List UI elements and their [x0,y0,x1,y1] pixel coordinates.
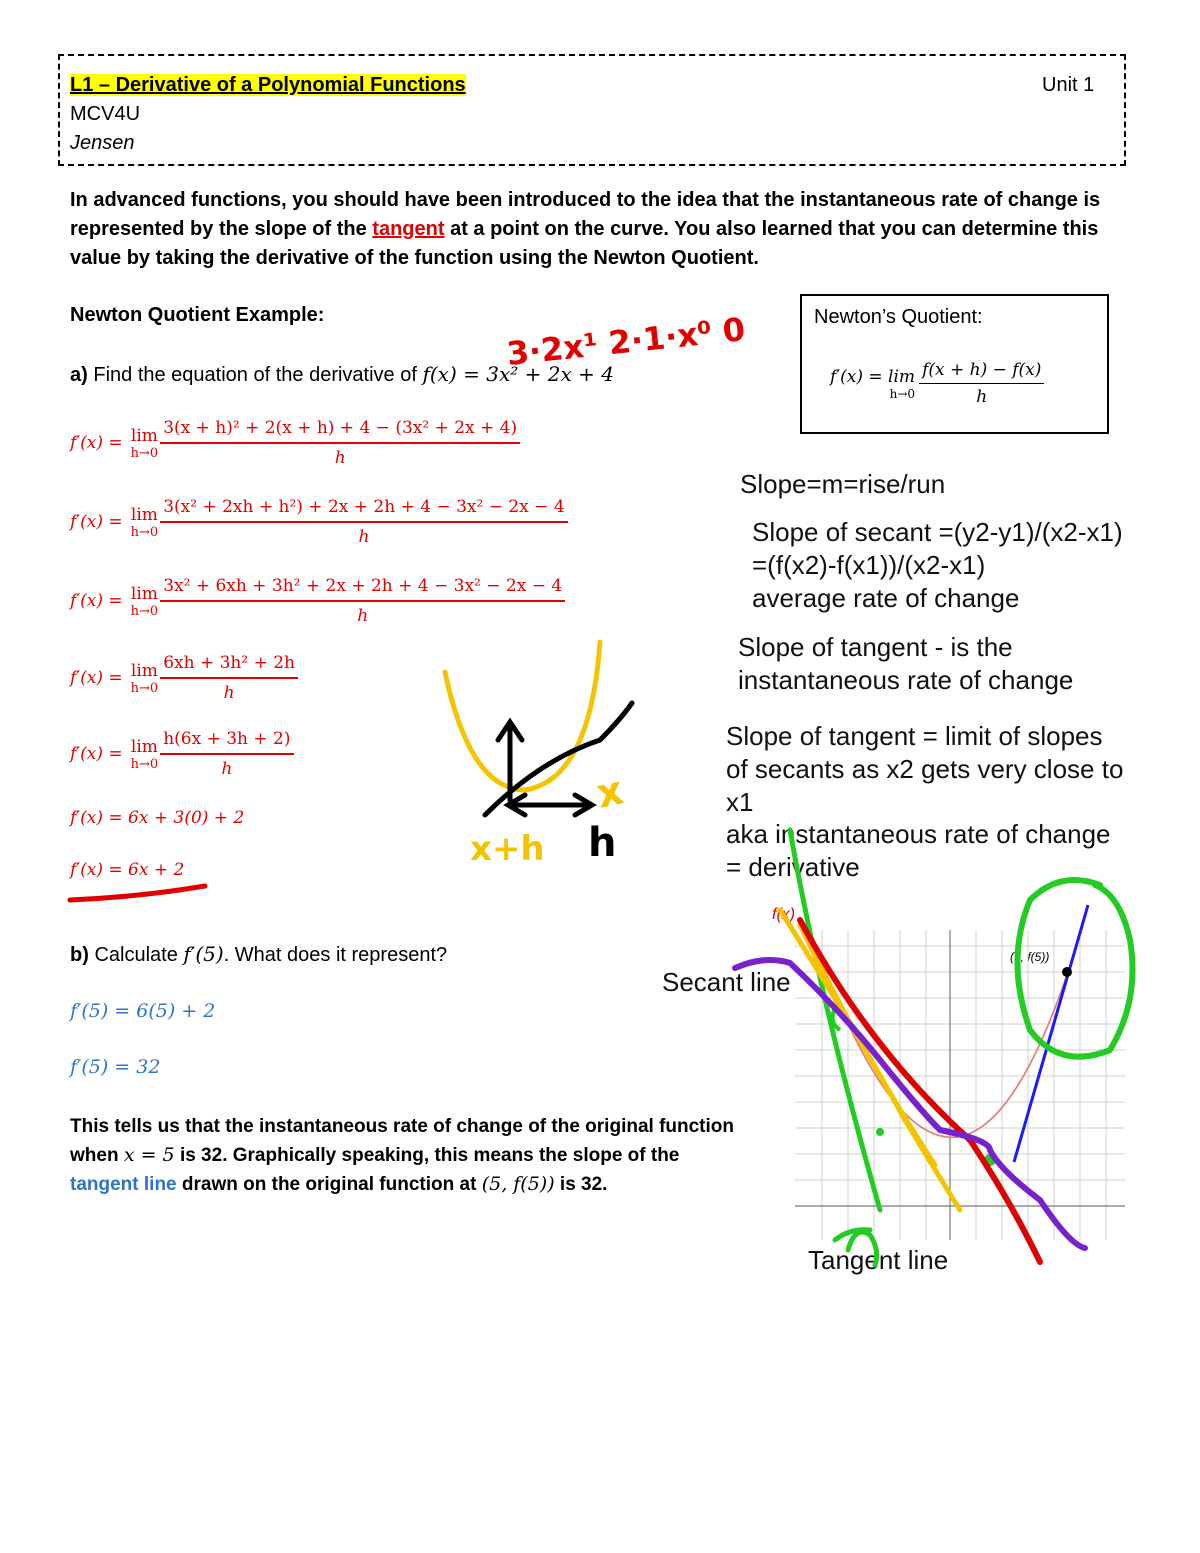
tangent-line-label: Tangent line [808,1245,949,1275]
green-tangent-stroke [790,830,880,1210]
limit-note-line1: Slope of tangent = limit of slopes [726,721,1103,751]
derivation-step-6: f′(x) = 6x + 3(0) + 2 [70,808,245,828]
red-power-rule-scribble: 3·2x¹ 2·1·x⁰ 0 [504,310,747,373]
newton-box-title: Newton’s Quotient: [814,306,983,328]
slope-definition: Slope=m=rise/run [740,469,946,499]
doc-title: L1 – Derivative of a Polynomial Functions [70,74,466,96]
derivation-step-4: f′(x) = lim h→0 $\frac{\text{6xh + 3h² + 2h}}{h}$ [70,653,298,703]
secant-slope-line3: average rate of change [752,583,1020,613]
secant-line-label: Secant line [662,967,791,997]
derivation-step-2: f′(x) = lim h→0 $\frac{\text{3(x² + 2xh + h²) + 2x + 2h + 4 − 3x² − 2x − 4}}{h}$ [70,497,568,547]
part-b-step-2: f′(5) = 32 [70,1056,161,1078]
newton-box-formula: f′(x) = lim h→0 f(x + h) − f(x) h [830,360,1044,407]
graph-point-5 [1062,967,1072,977]
x-label: x [592,767,628,818]
purple-secant-stroke [735,960,1085,1248]
red-secant-stroke [800,920,1040,1262]
green-scribble [835,1230,877,1265]
teacher-name: Jensen [70,132,135,154]
part-b-question: b) Calculate f′(5). What does it represent? [70,942,448,966]
tangent-line-link: tangent line [70,1174,177,1195]
derivation-step-3: f′(x) = lim h→0 $\frac{\text{3x² + 6xh + 3h² + 2x + 2h + 4 − 3x² − 2x − 4}}{h}$ [70,576,565,626]
limit-note-line5: = derivative [726,852,860,882]
run-arrow [508,795,592,815]
tangent-slope-line2: instantaneous rate of change [738,665,1074,695]
graph-fx-label: f(x) [772,906,796,923]
tangent-keyword: tangent [372,218,445,240]
derivation-step-1: f′(x) = lim h→0 $\frac{\text{3(x + h)² + 2(x + h) + 4 − (3x² + 2x + 4)}}{h}$ [70,418,520,468]
derivation-step-5: f′(x) = lim h→0 $\frac{h(6x + 3h + 2)}{h}$ [70,729,294,779]
conclusion-paragraph: This tells us that the instantaneous rate of change of the original function when x = 5 is 32. Graphically speaking, this means the slope of the tangent line drawn on the original function at (5, f(5)) is 32. [70,1116,734,1195]
part-a-question: a) Find the equation of the derivative of f(x) = 3x² + 2x + 4 [70,362,614,386]
intro-paragraph: In advanced functions, you should have been introduced to the idea that the instantaneous rate of change is represented by the slope of the tangent at a point on the curve. You also learned that you can determine this value by taking the derivative of the function using the Newton Quotient. [70,189,1101,269]
derivation-result: f′(x) = 6x + 2 [70,860,185,880]
secant-slope-line1: Slope of secant =(y2-y1)/(x2-x1) [752,517,1123,547]
course-code: MCV4U [70,103,141,125]
limit-note-line3: x1 [726,787,754,817]
sketch-parabola [445,642,600,790]
h-label: h [588,820,617,866]
secant-slope-line2: =(f(x2)-f(x1))/(x2-x1) [752,550,986,580]
graph-tangent-blue [1014,905,1088,1162]
green-circle [1018,880,1133,1057]
part-b-step-1: f′(5) = 6(5) + 2 [70,1000,216,1022]
x-plus-h-label: x+h [470,829,545,869]
green-dot-1 [876,1128,884,1136]
graph-point-label: (5, f(5)) [1010,950,1050,964]
limit-note-line4: aka instantaneous rate of change [726,819,1111,849]
unit-label: Unit 1 [1042,74,1095,96]
result-underline [70,886,205,900]
example-heading: Newton Quotient Example: [70,304,325,326]
tangent-slope-line1: Slope of tangent - is the [738,632,1013,662]
limit-note-line2: of secants as x2 gets very close to [726,754,1124,784]
